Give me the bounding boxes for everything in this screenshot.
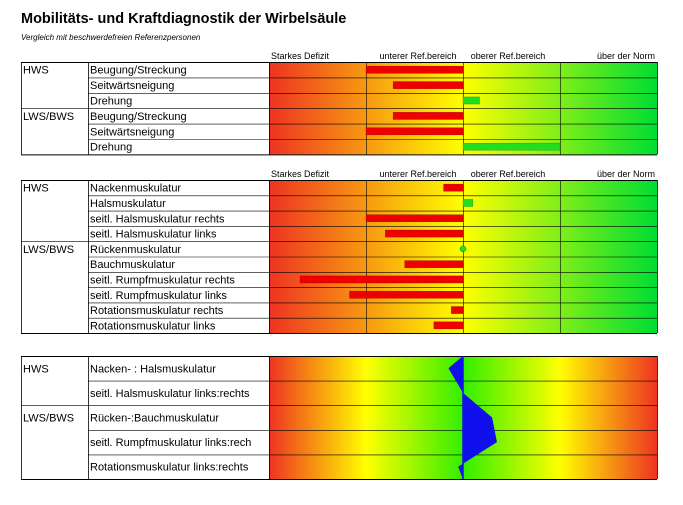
row-label: seitl. Rumpfmuskulatur links — [90, 289, 227, 302]
data-bar — [463, 143, 560, 150]
row-label: Drehung — [90, 95, 133, 108]
data-bar — [393, 82, 463, 89]
data-bar — [434, 322, 463, 329]
zone-background — [269, 62, 657, 154]
row-label: Beugung/Streckung — [90, 64, 187, 77]
data-bar — [366, 215, 463, 222]
row-label: Rücken-:Bauchmuskulatur — [90, 412, 220, 425]
data-bar — [463, 97, 479, 104]
zone-label: oberer Ref.bereich — [470, 169, 546, 179]
data-bar — [366, 128, 463, 135]
data-bar — [385, 230, 463, 237]
data-bar — [350, 291, 463, 298]
zone-label: Starkes Defizit — [271, 51, 330, 61]
row-label: Rückenmuskulatur — [90, 243, 182, 256]
row-label: seitl. Rumpfmuskulatur rechts — [90, 274, 235, 287]
group-label: LWS/BWS — [23, 412, 75, 425]
row-label: Drehung — [90, 141, 133, 154]
data-bar — [300, 276, 463, 283]
data-bar — [366, 66, 463, 73]
row-label: seitl. Halsmuskulatur rechts — [90, 213, 225, 226]
page-subtitle: Vergleich mit beschwerdefreien Referenzpersonen — [21, 33, 201, 42]
zone-label: oberer Ref.bereich — [470, 51, 546, 61]
row-label: Nacken- : Halsmuskulatur — [90, 363, 216, 376]
zone-label: unterer Ref.bereich — [379, 169, 457, 179]
group-label: LWS/BWS — [23, 110, 75, 123]
data-point — [460, 246, 466, 252]
row-label: seitl. Rumpfmuskulatur links:rech — [90, 437, 252, 450]
group-label: HWS — [23, 64, 49, 77]
data-bar — [451, 307, 463, 314]
row-label: Bauchmuskulatur — [90, 259, 175, 272]
row-label: Rotationsmuskulatur links — [90, 320, 216, 333]
row-label: seitl. Halsmuskulatur links — [90, 228, 217, 241]
row-label: Seitwärtsneigung — [90, 80, 175, 93]
zone-label: unterer Ref.bereich — [379, 51, 457, 61]
zone-label: über der Norm — [596, 169, 655, 179]
row-label: Beugung/Streckung — [90, 110, 187, 123]
row-label: Rotationsmuskulatur rechts — [90, 305, 224, 318]
group-label: HWS — [23, 182, 49, 195]
data-bar — [393, 112, 463, 119]
data-bar — [405, 261, 463, 268]
row-label: seitl. Halsmuskulatur links:rechts — [90, 387, 250, 400]
group-label: LWS/BWS — [23, 243, 75, 256]
page-title: Mobilitäts- und Kraftdiagnostik der Wirbelsäule — [21, 11, 347, 27]
row-label: Rotationsmuskulatur links:rechts — [90, 461, 249, 474]
data-bar — [444, 184, 463, 191]
row-label: Seitwärtsneigung — [90, 126, 175, 139]
row-label: Nackenmuskulatur — [90, 182, 182, 195]
zone-label: Starkes Defizit — [271, 169, 330, 179]
zone-label: über der Norm — [596, 51, 655, 61]
row-label: Halsmuskulatur — [90, 197, 166, 210]
data-bar — [463, 199, 473, 206]
group-label: HWS — [23, 363, 49, 376]
